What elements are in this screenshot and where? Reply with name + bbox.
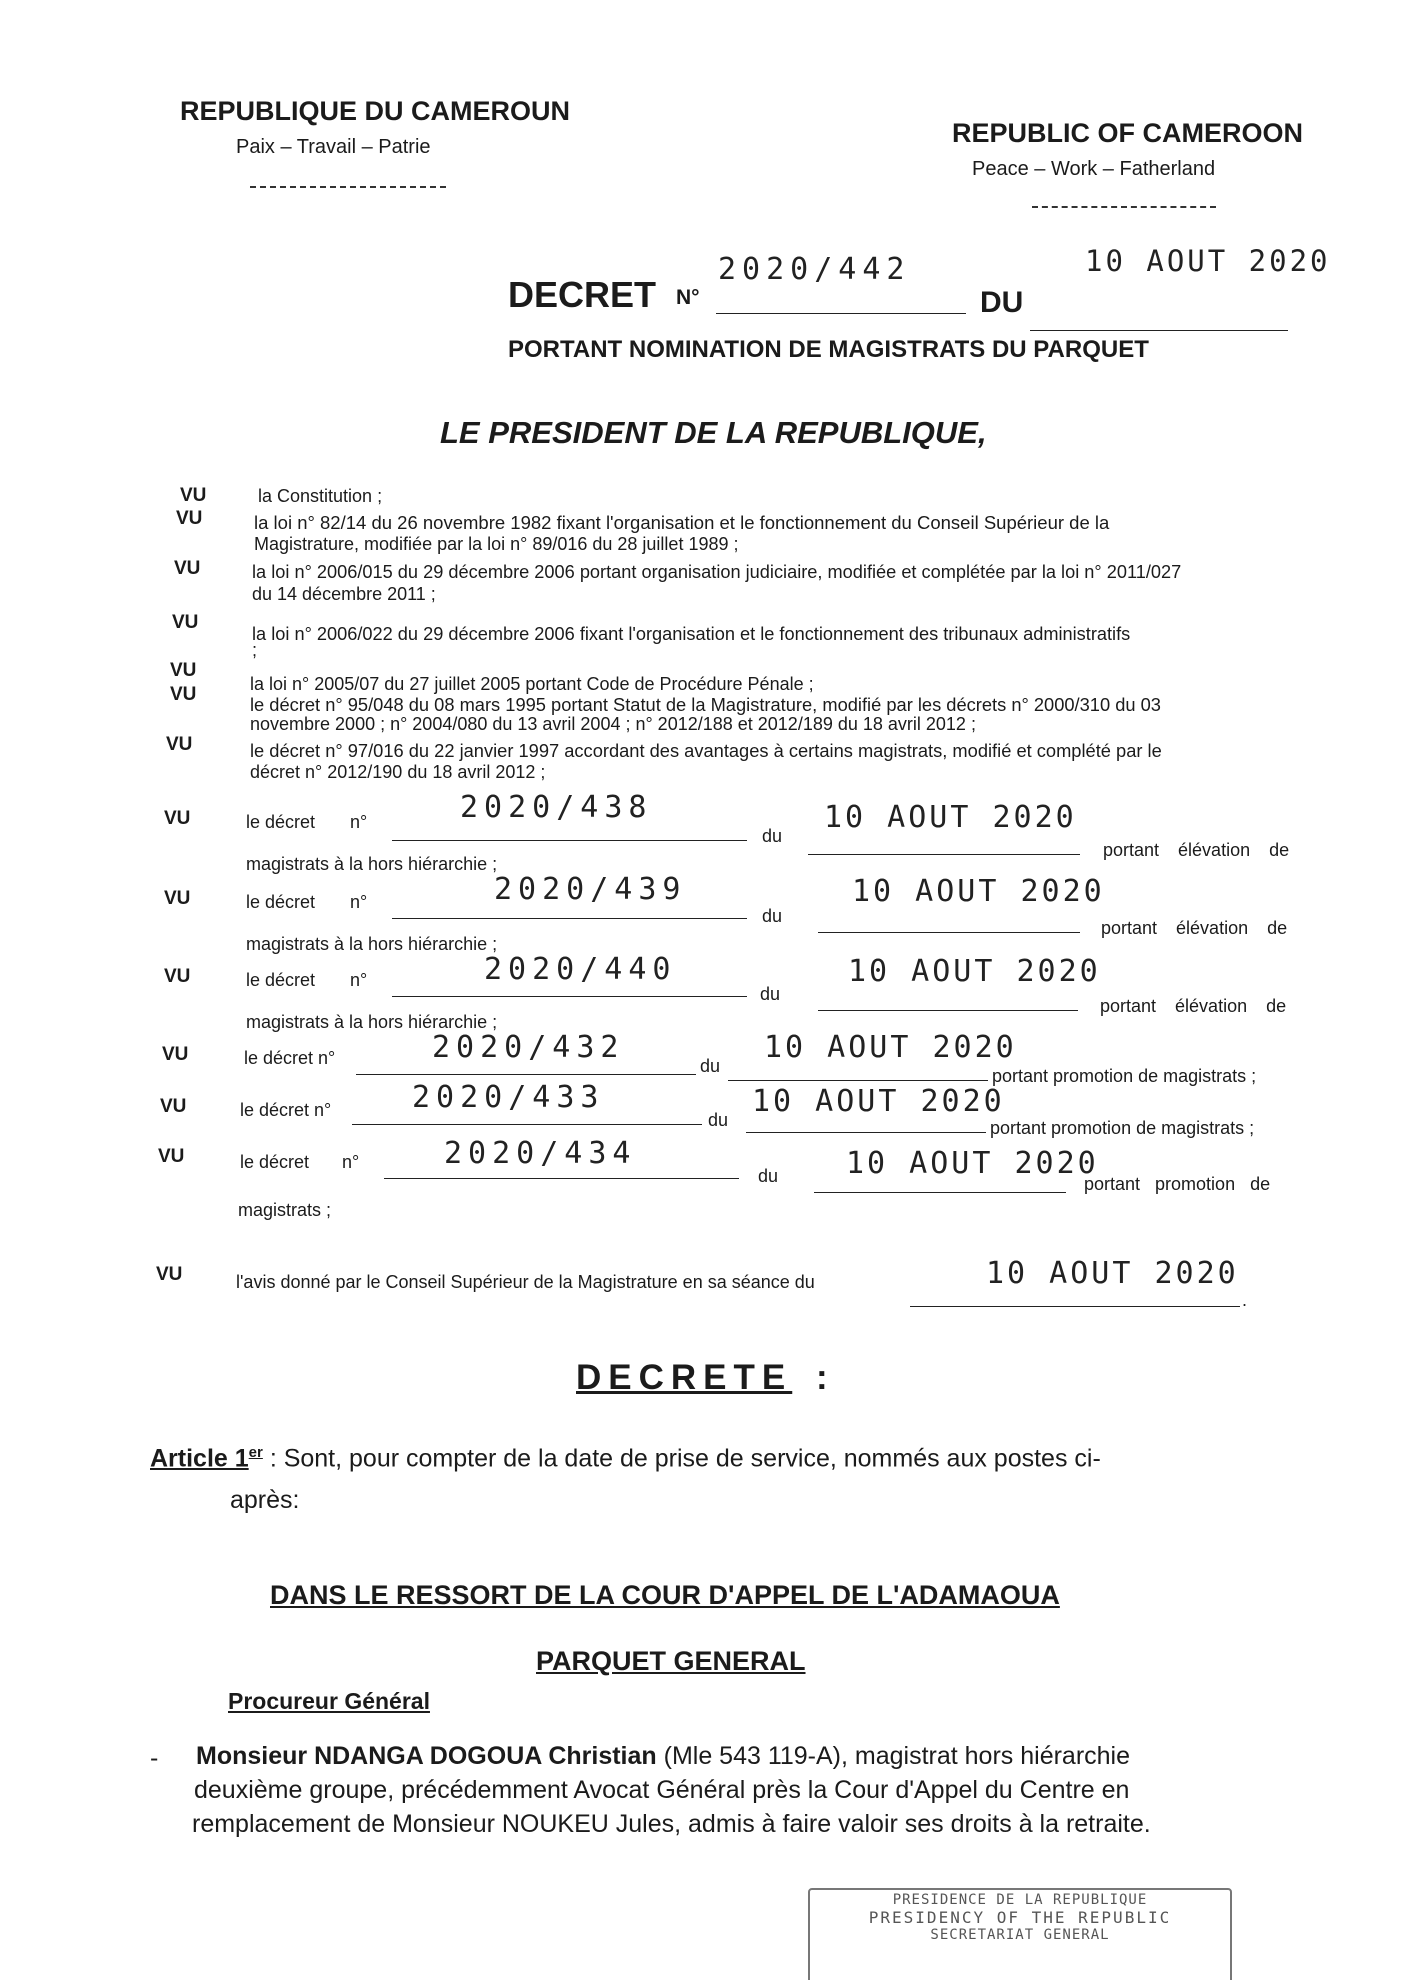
article-1 (150, 1444, 1101, 1473)
vu-label: VU (164, 888, 191, 909)
date-line (808, 854, 1080, 855)
decree-number-line (352, 1124, 702, 1125)
president-heading: LE PRESIDENT DE LA REPUBLIQUE, (440, 415, 987, 450)
ref-decree-date: 10 AOUT 2020 (752, 1084, 1005, 1119)
ref-decree-number: 2020/438 (460, 790, 653, 825)
role-heading: Procureur Général (228, 1688, 430, 1714)
vu-text: la loi n° 2005/07 du 27 juillet 2005 portant Code de Procédure Pénale ; (250, 674, 814, 694)
stamp-line: PRESIDENCE DE LA REPUBLIQUE (892, 1892, 1148, 1908)
vu-label: VU (170, 660, 197, 681)
article-sup: er (248, 1444, 263, 1461)
du-label: du (762, 826, 783, 846)
en-motto: Peace – Work – Fatherland (972, 158, 1216, 180)
vu-label: VU (164, 808, 191, 829)
vu-text: décret n° 2012/190 du 18 avril 2012 ; (250, 762, 546, 782)
vu-label: VU (156, 1264, 183, 1285)
parquet-heading: PARQUET GENERAL (536, 1646, 806, 1676)
decret-label: le décret (240, 1152, 310, 1172)
ref-decree-date: 10 AOUT 2020 (852, 874, 1105, 909)
decree-date-line (1030, 330, 1288, 331)
vu-label: VU (162, 1044, 189, 1065)
decret-label: le décret n° (244, 1048, 336, 1068)
fr-country-title: REPUBLIQUE DU CAMEROUN (180, 96, 571, 126)
elevation-text: portant élévation de (1103, 840, 1290, 860)
decree-number-line (384, 1178, 739, 1179)
elevation-text: portant élévation de (1100, 996, 1287, 1016)
n-label: n° (350, 892, 368, 912)
decret-label: le décret (246, 812, 316, 832)
appointment-dash: - (150, 1744, 159, 1772)
decret-label: le décret (246, 892, 316, 912)
vu-text: la loi n° 2006/022 du 29 décembre 2006 fixant l'organisation et le fonctionnement des tribunaux administratifs (252, 624, 1131, 644)
decree-number-line (392, 840, 747, 841)
vu-text: la Constitution ; (258, 486, 383, 506)
vu-text: Magistrature, modifiée par la loi n° 89/016 du 28 juillet 1989 ; (254, 534, 739, 554)
promotion-text-cont: magistrats ; (238, 1200, 332, 1220)
vu-label: VU (172, 612, 199, 633)
vu-label: VU (160, 1096, 187, 1117)
decree-du-label: DU (980, 286, 1024, 319)
vu-text: ; (252, 640, 258, 660)
elevation-text-cont: magistrats à la hors hiérarchie ; (246, 1012, 498, 1032)
date-line (728, 1080, 988, 1081)
du-label: du (708, 1110, 729, 1130)
du-label: du (760, 984, 781, 1004)
decree-number-handwritten: 2020/442 (718, 252, 911, 287)
decrete-colon: : (816, 1358, 828, 1397)
avis-text: l'avis donné par le Conseil Supérieur de la Magistrature en sa séance du (236, 1272, 815, 1292)
decret-label: le décret (246, 970, 316, 990)
decree-number-line (716, 313, 966, 314)
promotion-text: portant promotion de magistrats ; (990, 1118, 1255, 1138)
du-label: du (758, 1166, 779, 1186)
date-line (814, 1192, 1066, 1193)
vu-text: la loi n° 2006/015 du 29 décembre 2006 portant organisation judiciaire, modifiée et complétée par la loi n° 2011/027 (252, 562, 1182, 582)
vu-label: VU (174, 558, 201, 579)
decree-label: DECRET (508, 274, 657, 315)
ref-decree-date: 10 AOUT 2020 (848, 954, 1101, 989)
fr-separator (250, 186, 446, 188)
appointment-line2: deuxième groupe, précédemment Avocat Général près la Cour d'Appel du Centre en (194, 1776, 1130, 1804)
decree-date-handwritten: 10 AOUT 2020 (1085, 244, 1331, 278)
date-line (818, 1010, 1078, 1011)
n-label: n° (350, 970, 368, 990)
du-label: du (762, 906, 783, 926)
ref-decree-number: 2020/439 (494, 872, 687, 907)
vu-label: VU (158, 1146, 185, 1167)
ref-decree-date: 10 AOUT 2020 (846, 1146, 1099, 1181)
vu-text: le décret n° 97/016 du 22 janvier 1997 accordant des avantages à certains magistrats, modifié et complété par le (250, 740, 1162, 761)
vu-label: VU (164, 966, 191, 987)
promotion-text: portant promotion de magistrats ; (992, 1066, 1257, 1086)
fr-motto: Paix – Travail – Patrie (236, 136, 431, 158)
vu-text: du 14 décembre 2011 ; (252, 584, 436, 604)
appointee-name: Monsieur NDANGA DOGOUA Christian (196, 1742, 657, 1770)
decree-number-line (356, 1074, 696, 1075)
ref-decree-number: 2020/434 (444, 1136, 637, 1171)
vu-text: novembre 2000 ; n° 2004/080 du 13 avril 2004 ; n° 2012/188 et 2012/189 du 18 avril 2012 ; (250, 714, 976, 734)
vu-text: le décret n° 95/048 du 08 mars 1995 portant Statut de la Magistrature, modifié par les décrets n° 2000/310 du 03 (250, 694, 1161, 715)
elevation-text-cont: magistrats à la hors hiérarchie ; (246, 934, 498, 954)
article-text-cont: après: (230, 1486, 300, 1514)
vu-label: VU (166, 734, 193, 755)
avis-date-line (910, 1306, 1240, 1307)
promotion-text: portant promotion de (1084, 1174, 1271, 1194)
appointment-line1 (196, 1742, 1130, 1771)
decree-number-line (392, 996, 747, 997)
decree-subject: PORTANT NOMINATION DE MAGISTRATS DU PARQUET (508, 336, 1149, 363)
en-country-title: REPUBLIC OF CAMEROON (952, 118, 1303, 148)
decree-number-line (392, 918, 747, 919)
ref-decree-date: 10 AOUT 2020 (764, 1030, 1017, 1065)
vu-text: la loi n° 82/14 du 26 novembre 1982 fixant l'organisation et le fonctionnement du Conseil Supérieur de la (254, 512, 1110, 533)
stamp-line: PRESIDENCY OF THE REPUBLIC (868, 1908, 1172, 1927)
n-label: n° (350, 812, 368, 832)
ressort-heading: DANS LE RESSORT DE LA COUR D'APPEL DE L'ADAMAOUA (270, 1580, 1060, 1610)
date-line (746, 1132, 986, 1133)
ref-decree-number: 2020/432 (432, 1030, 625, 1065)
ref-decree-date: 10 AOUT 2020 (824, 800, 1077, 835)
article-label: Article 1 (150, 1444, 249, 1473)
n-label: n° (342, 1152, 360, 1172)
ref-decree-number: 2020/433 (412, 1080, 605, 1115)
date-line (818, 932, 1080, 933)
article-text: : Sont, pour compter de la date de prise de service, nommés aux postes ci- (269, 1444, 1101, 1473)
elevation-text: portant élévation de (1101, 918, 1288, 938)
vu-label: VU (176, 508, 203, 529)
du-label: du (700, 1056, 721, 1076)
avis-date-handwritten: 10 AOUT 2020 (986, 1256, 1239, 1291)
decree-no-label: N° (676, 286, 700, 309)
vu-label: VU (170, 684, 197, 705)
decret-label: le décret n° (240, 1100, 332, 1120)
ref-decree-number: 2020/440 (484, 952, 677, 987)
stamp-line: SECRETARIAT GENERAL (930, 1927, 1110, 1943)
elevation-text-cont: magistrats à la hors hiérarchie ; (246, 854, 498, 874)
avis-period: . (1242, 1290, 1248, 1310)
decrete-heading: DECRETE (576, 1358, 793, 1397)
presidency-stamp (808, 1888, 1232, 1980)
en-separator (1032, 206, 1216, 208)
vu-label: VU (180, 485, 207, 506)
appointment-line3: remplacement de Monsieur NOUKEU Jules, admis à faire valoir ses droits à la retraite. (192, 1810, 1151, 1838)
appointment-text: (Mle 543 119-A), magistrat hors hiérarchie (656, 1742, 1131, 1770)
